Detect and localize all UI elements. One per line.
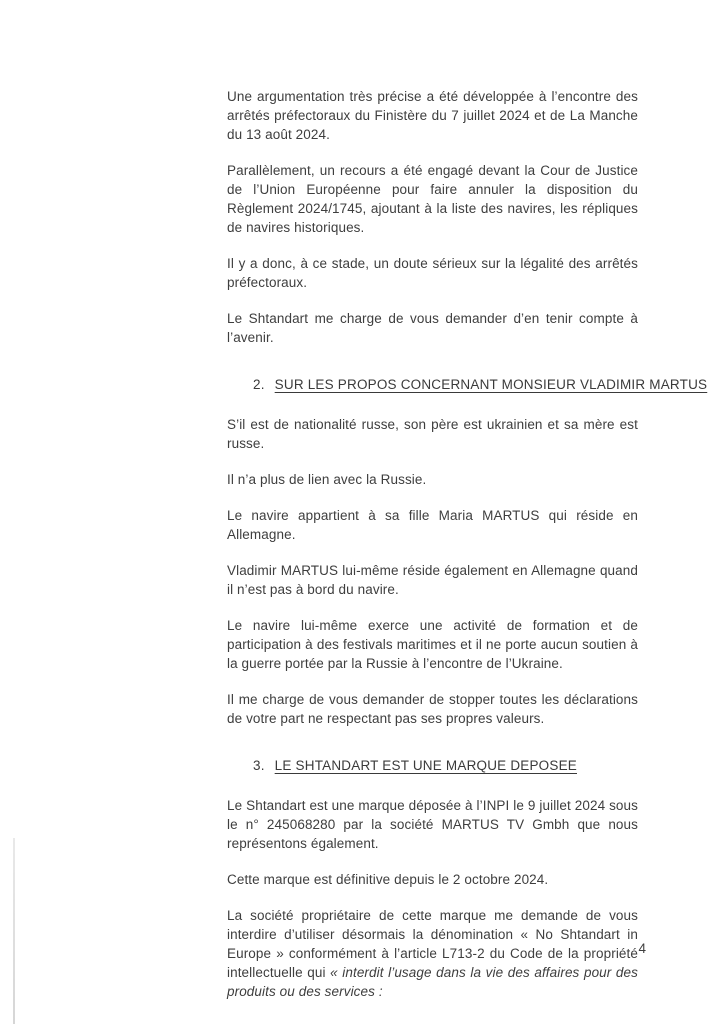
paragraph: Cette marque est définitive depuis le 2 octobre 2024. [227,872,549,887]
section-heading-marque [227,756,638,775]
page-number: 4 [638,941,646,956]
closing-normal-text: La société propriétaire de cette marque me demande de vous interdire d’utiliser désormais la dénomination « No Shtandart in Europe » conformément à l’article L713-2 du Code de la propriété intellectuelle qui [227,908,638,980]
letter-body [227,87,708,1018]
closing-italic-quote: « interdit l’usage dans la vie des affaires pour des produits ou des services : [227,965,638,999]
paragraph: Le navire appartient à sa fille Maria MARTUS qui réside en Allemagne. [227,508,638,542]
paragraph: Le Shtandart me charge de vous demander d’en tenir compte à l’avenir. [227,311,638,345]
paragraph: Parallèlement, un recours a été engagé devant la Cour de Justice de l’Union Européenne pour faire annuler la disposition du Règlement 2024/1745, ajoutant à la liste des navires, les répliques de navires historiques. [227,163,638,235]
paragraph: Il y a donc, à ce stade, un doute sérieux sur la légalité des arrêtés préfectoraux. [227,256,638,290]
paragraph: Vladimir MARTUS lui-même réside également en Allemagne quand il n’est pas à bord du navire. [227,563,638,597]
heading-title: LE SHTANDART EST UNE MARQUE DEPOSEE [274,758,577,773]
paragraph: Le navire lui-même exerce une activité de formation et de participation à des festivals maritimes et il ne porte aucun soutien à la guerre portée par la Russie à l’encontre de l’Ukraine. [227,618,638,671]
heading-number: 3. [253,758,265,773]
paragraph: Il n’a plus de lien avec la Russie. [227,472,427,487]
paragraph: S’il est de nationalité russe, son père est ukrainien et sa mère est russe. [227,417,638,451]
paragraph: Il me charge de vous demander de stopper toutes les déclarations de votre part ne respectant pas ses propres valeurs. [227,692,638,726]
paragraph: Une argumentation très précise a été développée à l’encontre des arrêtés préfectoraux du Finistère du 7 juillet 2024 et de La Manche du 13 août 2024. [227,89,638,142]
heading-number: 2. [253,377,265,392]
scan-artifact-line [13,838,15,1024]
paragraph: Le Shtandart est une marque déposée à l’INPI le 9 juillet 2024 sous le n° 245068280 par la société MARTUS TV Gmbh que nous représentons également. [227,798,638,851]
heading-title: SUR LES PROPOS CONCERNANT MONSIEUR VLADIMIR MARTUS [274,377,708,392]
section-heading-propos [227,375,708,394]
